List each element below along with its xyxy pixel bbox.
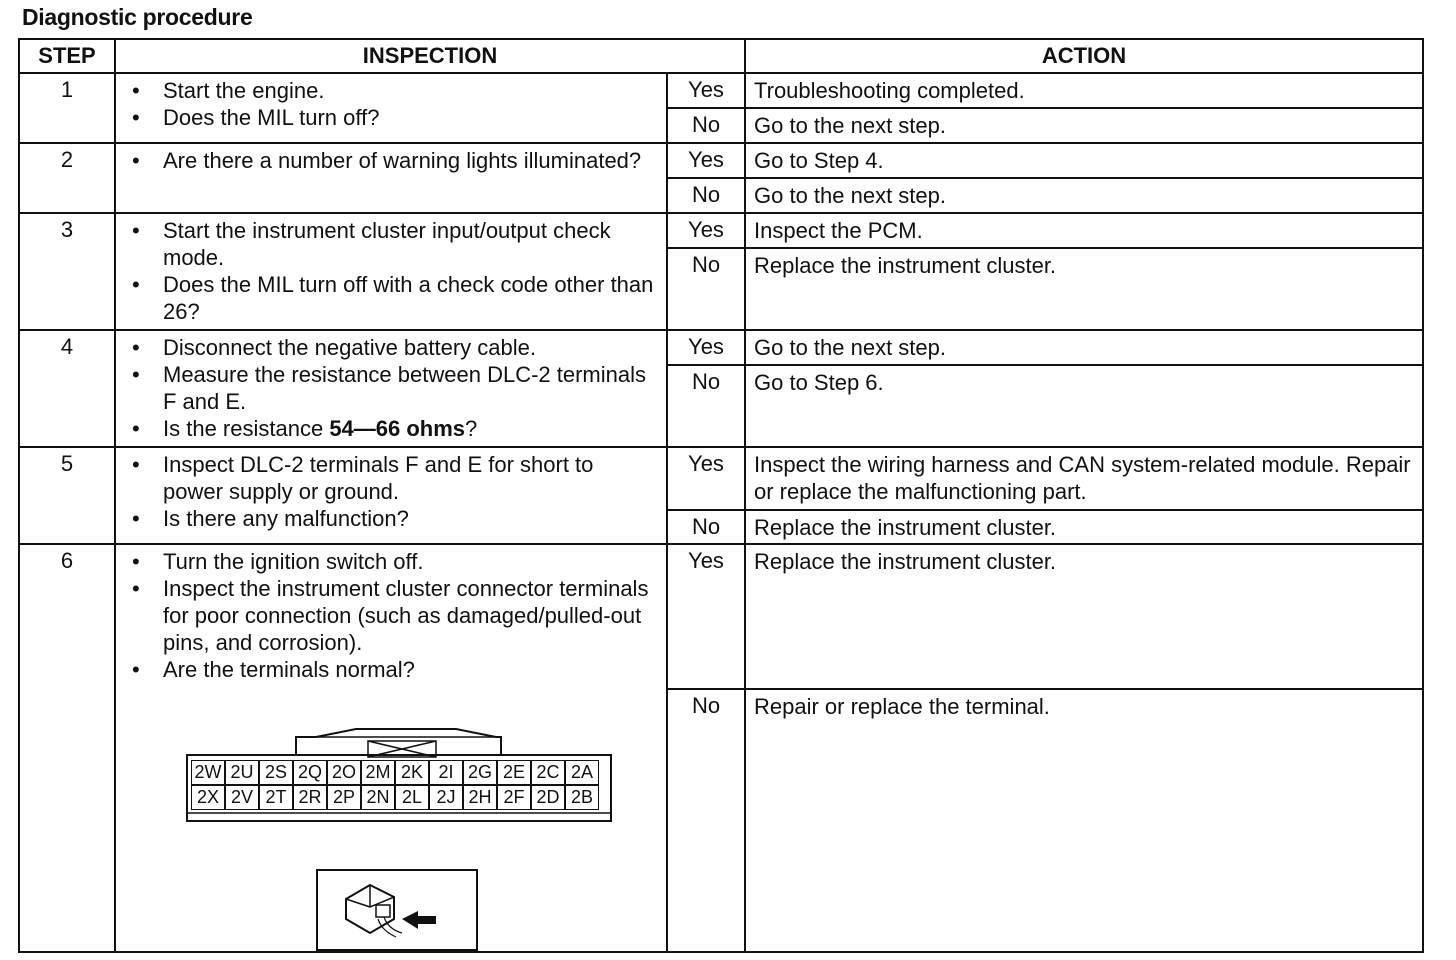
pin-label: 2J bbox=[429, 785, 463, 810]
pin-label: 2W bbox=[191, 760, 225, 785]
diagnostic-table bbox=[18, 38, 1424, 953]
inspection-item bbox=[130, 415, 656, 442]
header-action: ACTION bbox=[745, 39, 1423, 73]
yes-action: Inspect the PCM. bbox=[745, 213, 1423, 248]
no-label: No bbox=[667, 178, 745, 213]
no-action: Go to the next step. bbox=[745, 108, 1423, 143]
no-action: Repair or replace the terminal. bbox=[745, 689, 1423, 952]
header-inspection: INSPECTION bbox=[115, 39, 745, 73]
pin-label: 2I bbox=[429, 760, 463, 785]
pin-label: 2B bbox=[565, 785, 599, 810]
inspection-cell bbox=[115, 73, 667, 143]
table-row bbox=[19, 73, 1423, 108]
pin-label: 2R bbox=[293, 785, 327, 810]
resistance-question-pre: Is the resistance bbox=[163, 416, 330, 441]
pin-label: 2U bbox=[225, 760, 259, 785]
inspection-item: • Does the MIL turn off? bbox=[130, 104, 656, 131]
no-label: No bbox=[667, 365, 745, 447]
table-row bbox=[19, 544, 1423, 689]
pin-label: 2H bbox=[463, 785, 497, 810]
connector-diagram bbox=[186, 727, 616, 837]
pin-label: 2G bbox=[463, 760, 497, 785]
inspection-item: • Inspect DLC-2 terminals F and E for short to power supply or ground. bbox=[130, 451, 656, 505]
inspection-item: • Inspect the instrument cluster connector terminals for poor connection (such as damaged/pulled-out pins, and corrosion). bbox=[130, 575, 656, 656]
inspection-item: • Are there a number of warning lights illuminated? bbox=[130, 147, 656, 174]
pin-label: 2S bbox=[259, 760, 293, 785]
yes-action: Troubleshooting completed. bbox=[745, 73, 1423, 108]
resistance-question-post: ? bbox=[465, 416, 478, 441]
inspection-item: • Start the instrument cluster input/output check mode. bbox=[130, 217, 656, 271]
pin-label: 2M bbox=[361, 760, 395, 785]
yes-action: Go to Step 4. bbox=[745, 143, 1423, 178]
page-title: Diagnostic procedure bbox=[22, 4, 253, 30]
inspection-item: • Disconnect the negative battery cable. bbox=[130, 334, 656, 361]
no-action: Go to Step 6. bbox=[745, 365, 1423, 447]
table-row bbox=[19, 447, 1423, 510]
pin-label: 2D bbox=[531, 785, 565, 810]
step-number: 6 bbox=[19, 544, 115, 952]
no-label: No bbox=[667, 248, 745, 330]
yes-label: Yes bbox=[667, 330, 745, 365]
step-number: 1 bbox=[19, 73, 115, 143]
inspection-item: • Does the MIL turn off with a check code other than 26? bbox=[130, 271, 656, 325]
resistance-value: 54—66 ohms bbox=[329, 416, 466, 441]
step-number: 2 bbox=[19, 143, 115, 213]
yes-action: Replace the instrument cluster. bbox=[745, 544, 1423, 689]
pin-label: 2N bbox=[361, 785, 395, 810]
no-label: No bbox=[667, 510, 745, 544]
inspection-item: • Start the engine. bbox=[130, 77, 656, 104]
pin-label: 2C bbox=[531, 760, 565, 785]
pin-label: 2X bbox=[191, 785, 225, 810]
inspection-cell bbox=[115, 213, 667, 330]
no-action: Replace the instrument cluster. bbox=[745, 248, 1423, 330]
pin-label: 2O bbox=[327, 760, 361, 785]
pin-label: 2P bbox=[327, 785, 361, 810]
yes-label: Yes bbox=[667, 213, 745, 248]
inspection-item: • Measure the resistance between DLC-2 terminals F and E. bbox=[130, 361, 656, 415]
inspection-cell bbox=[115, 544, 667, 952]
connector-arrow-icon bbox=[318, 871, 472, 945]
inspection-cell bbox=[115, 447, 667, 544]
yes-label: Yes bbox=[667, 544, 745, 689]
step-number: 4 bbox=[19, 330, 115, 447]
yes-label: Yes bbox=[667, 447, 745, 510]
yes-action: Inspect the wiring harness and CAN system-related module. Repair or replace the malfunctioning part. bbox=[745, 447, 1423, 510]
inspection-cell bbox=[115, 330, 667, 447]
no-action: Replace the instrument cluster. bbox=[745, 510, 1423, 544]
table-row bbox=[19, 143, 1423, 178]
pin-label: 2E bbox=[497, 760, 531, 785]
inspection-item: • Are the terminals normal? bbox=[130, 656, 656, 683]
inspection-item: • Is there any malfunction? bbox=[130, 505, 656, 532]
yes-label: Yes bbox=[667, 73, 745, 108]
pin-label: 2F bbox=[497, 785, 531, 810]
pin-label: 2K bbox=[395, 760, 429, 785]
yes-label: Yes bbox=[667, 143, 745, 178]
connector-pin-grid bbox=[191, 760, 599, 810]
no-action: Go to the next step. bbox=[745, 178, 1423, 213]
pin-label: 2A bbox=[565, 760, 599, 785]
header-step: STEP bbox=[19, 39, 115, 73]
no-label: No bbox=[667, 108, 745, 143]
pin-label: 2T bbox=[259, 785, 293, 810]
no-label: No bbox=[667, 689, 745, 952]
inspection-item: • Turn the ignition switch off. bbox=[130, 548, 656, 575]
table-row bbox=[19, 330, 1423, 365]
pin-label: 2L bbox=[395, 785, 429, 810]
harness-side-thumbnail bbox=[316, 869, 478, 951]
step-number: 5 bbox=[19, 447, 115, 544]
pin-label: 2V bbox=[225, 785, 259, 810]
inspection-cell bbox=[115, 143, 667, 213]
pin-label: 2Q bbox=[293, 760, 327, 785]
table-row bbox=[19, 213, 1423, 248]
step-number: 3 bbox=[19, 213, 115, 330]
connector-figure bbox=[186, 727, 656, 951]
yes-action: Go to the next step. bbox=[745, 330, 1423, 365]
